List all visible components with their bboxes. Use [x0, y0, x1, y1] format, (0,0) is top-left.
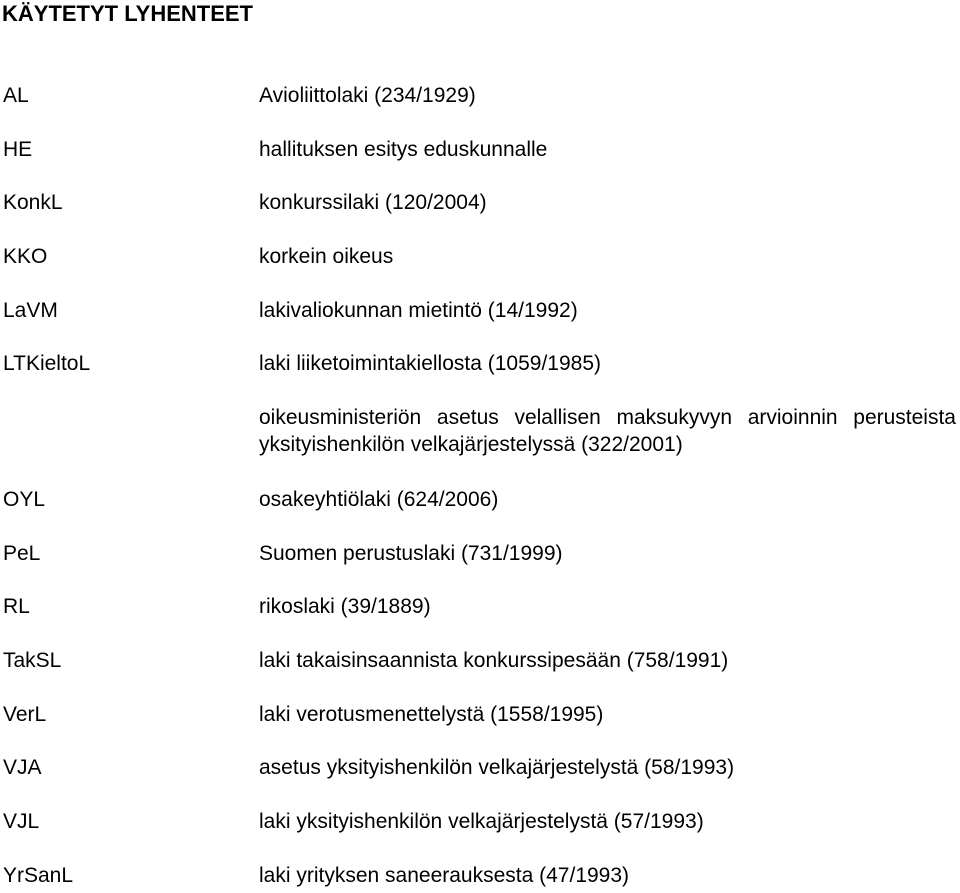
abbreviation: VJL	[3, 810, 40, 833]
abbreviation-description: asetus yksityishenkilön velkajärjestelystä (58/1993)	[259, 756, 735, 779]
abbreviation-description: laki yrityksen saneerauksesta (47/1993)	[259, 864, 630, 887]
abbreviation-description: korkein oikeus	[259, 245, 394, 268]
abbreviation: HE	[3, 138, 33, 161]
abbreviation-description: laki verotusmenettelystä (1558/1995)	[259, 703, 604, 726]
abbreviation: VerL	[3, 703, 47, 726]
abbreviation-description: Avioliittolaki (234/1929)	[259, 84, 476, 107]
abbreviation: KKO	[3, 245, 48, 268]
abbreviation-description: osakeyhtiölaki (624/2006)	[259, 488, 499, 511]
abbreviation: AL	[3, 84, 29, 107]
abbreviation: VJA	[3, 756, 42, 779]
abbreviation-description: rikoslaki (39/1889)	[259, 595, 431, 618]
abbreviation-description: laki takaisinsaannista konkurssipesään (758/1991)	[259, 649, 729, 672]
abbreviation: PeL	[3, 542, 41, 565]
abbreviation: TakSL	[3, 649, 62, 672]
abbreviation: KonkL	[3, 191, 63, 214]
abbreviation-description: laki yksityishenkilön velkajärjestelystä (57/1993)	[259, 810, 704, 833]
abbreviation-description: Suomen perustuslaki (731/1999)	[259, 542, 563, 565]
page-title: KÄYTETYT LYHENTEET	[2, 1, 253, 26]
abbreviation: RL	[3, 595, 30, 618]
abbreviation: OYL	[3, 488, 46, 511]
abbreviation: LTKieltoL	[3, 352, 91, 375]
abbreviation: YrSanL	[3, 864, 74, 887]
abbreviation-description: konkurssilaki (120/2004)	[259, 191, 487, 214]
abbreviation-description: lakivaliokunnan mietintö (14/1992)	[259, 299, 578, 322]
abbreviation-description: laki liiketoimintakiellosta (1059/1985)	[259, 352, 602, 375]
abbreviation-description: oikeusministeriön asetus velallisen maksukyvyn arvioinnin perusteista yksityishenkilön velkajärjestelyssä (322/2001)	[259, 406, 956, 456]
abbreviation-description: hallituksen esitys eduskunnalle	[259, 138, 548, 161]
abbreviation: LaVM	[3, 299, 58, 322]
